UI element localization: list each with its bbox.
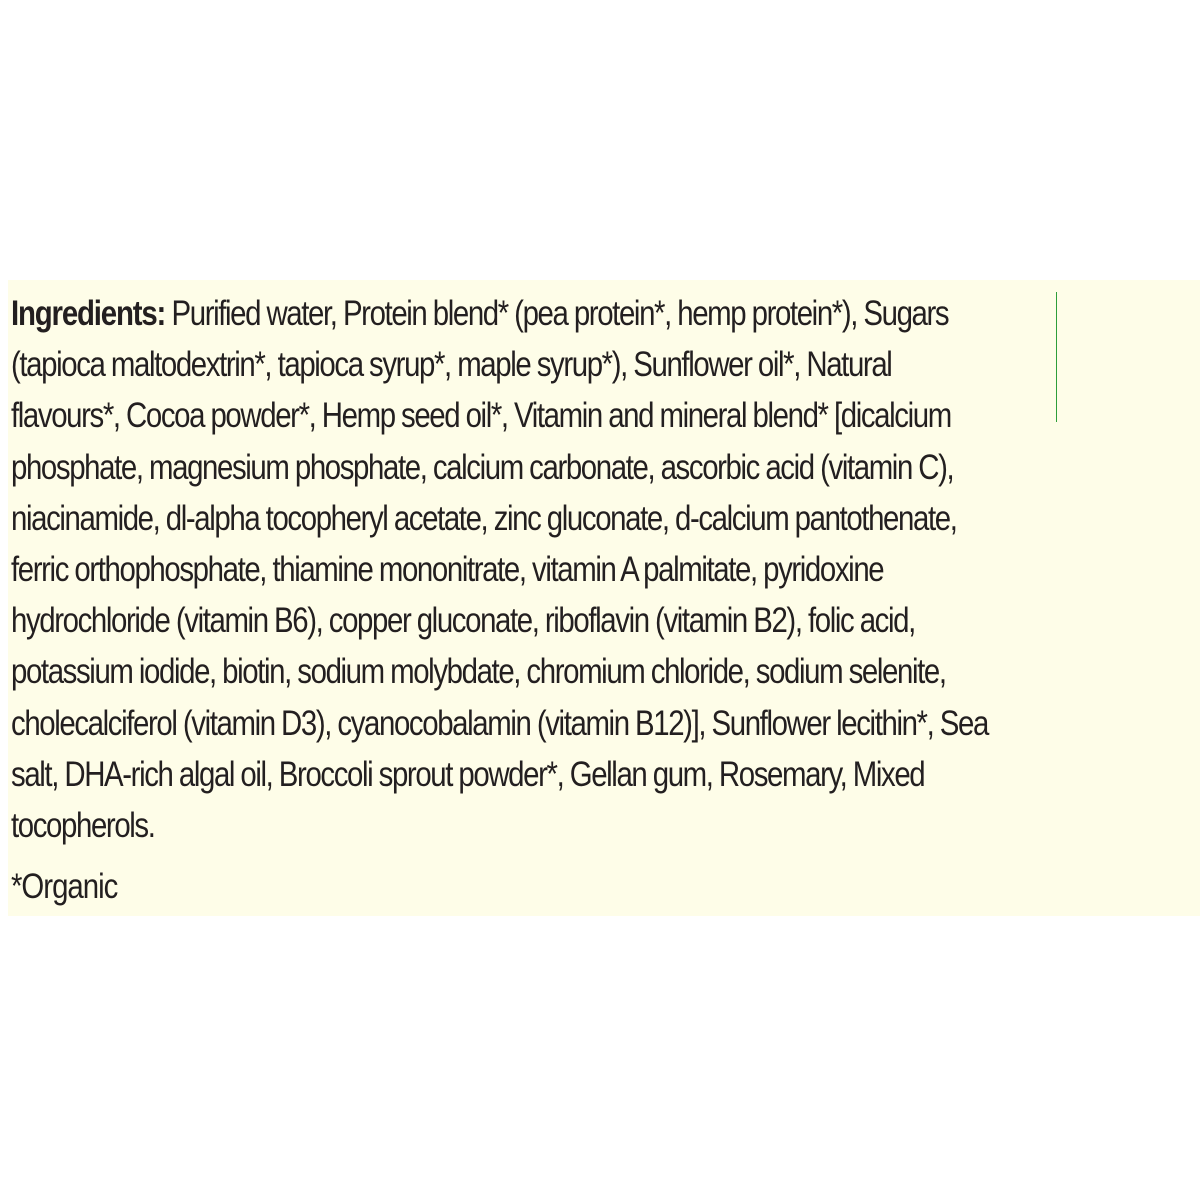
ingredients-line-6: ferric orthophosphate, thiamine mononitrate, vitamin A palmitate, pyridoxine bbox=[11, 550, 884, 590]
ingredients-line-11: tocopherols. bbox=[11, 806, 155, 846]
ingredients-line-5: niacinamide, dl-alpha tocopheryl acetate, zinc gluconate, d-calcium pantothenate, bbox=[11, 498, 957, 538]
ingredients-line-4: phosphate, magnesium phosphate, calcium carbonate, ascorbic acid (vitamin C), bbox=[11, 447, 954, 487]
ingredients-line-10: salt, DHA-rich algal oil, Broccoli sprout powder*, Gellan gum, Rosemary, Mixed bbox=[11, 754, 925, 794]
print-artifact-line bbox=[1056, 292, 1057, 422]
ingredients-line-2: (tapioca maltodextrin*, tapioca syrup*, maple syrup*), Sunflower oil*, Natural bbox=[11, 345, 892, 385]
ingredients-paragraph bbox=[11, 288, 1195, 851]
ingredients-heading: Ingredients: bbox=[11, 294, 166, 333]
ingredients-label-panel bbox=[8, 280, 1200, 916]
organic-footnote: *Organic bbox=[11, 867, 118, 907]
ingredients-line-3: flavours*, Cocoa powder*, Hemp seed oil*, Vitamin and mineral blend* [dicalcium bbox=[11, 396, 951, 436]
ingredients-line-8: potassium iodide, biotin, sodium molybdate, chromium chloride, sodium selenite, bbox=[11, 652, 946, 692]
ingredients-line-9: cholecalciferol (vitamin D3), cyanocobalamin (vitamin B12)], Sunflower lecithin*, Sea bbox=[11, 703, 988, 743]
ingredients-line-7: hydrochloride (vitamin B6), copper gluconate, riboflavin (vitamin B2), folic acid, bbox=[11, 601, 915, 641]
ingredients-line-1: Purified water, Protein blend* (pea protein*, hemp protein*), Sugars bbox=[171, 294, 949, 333]
